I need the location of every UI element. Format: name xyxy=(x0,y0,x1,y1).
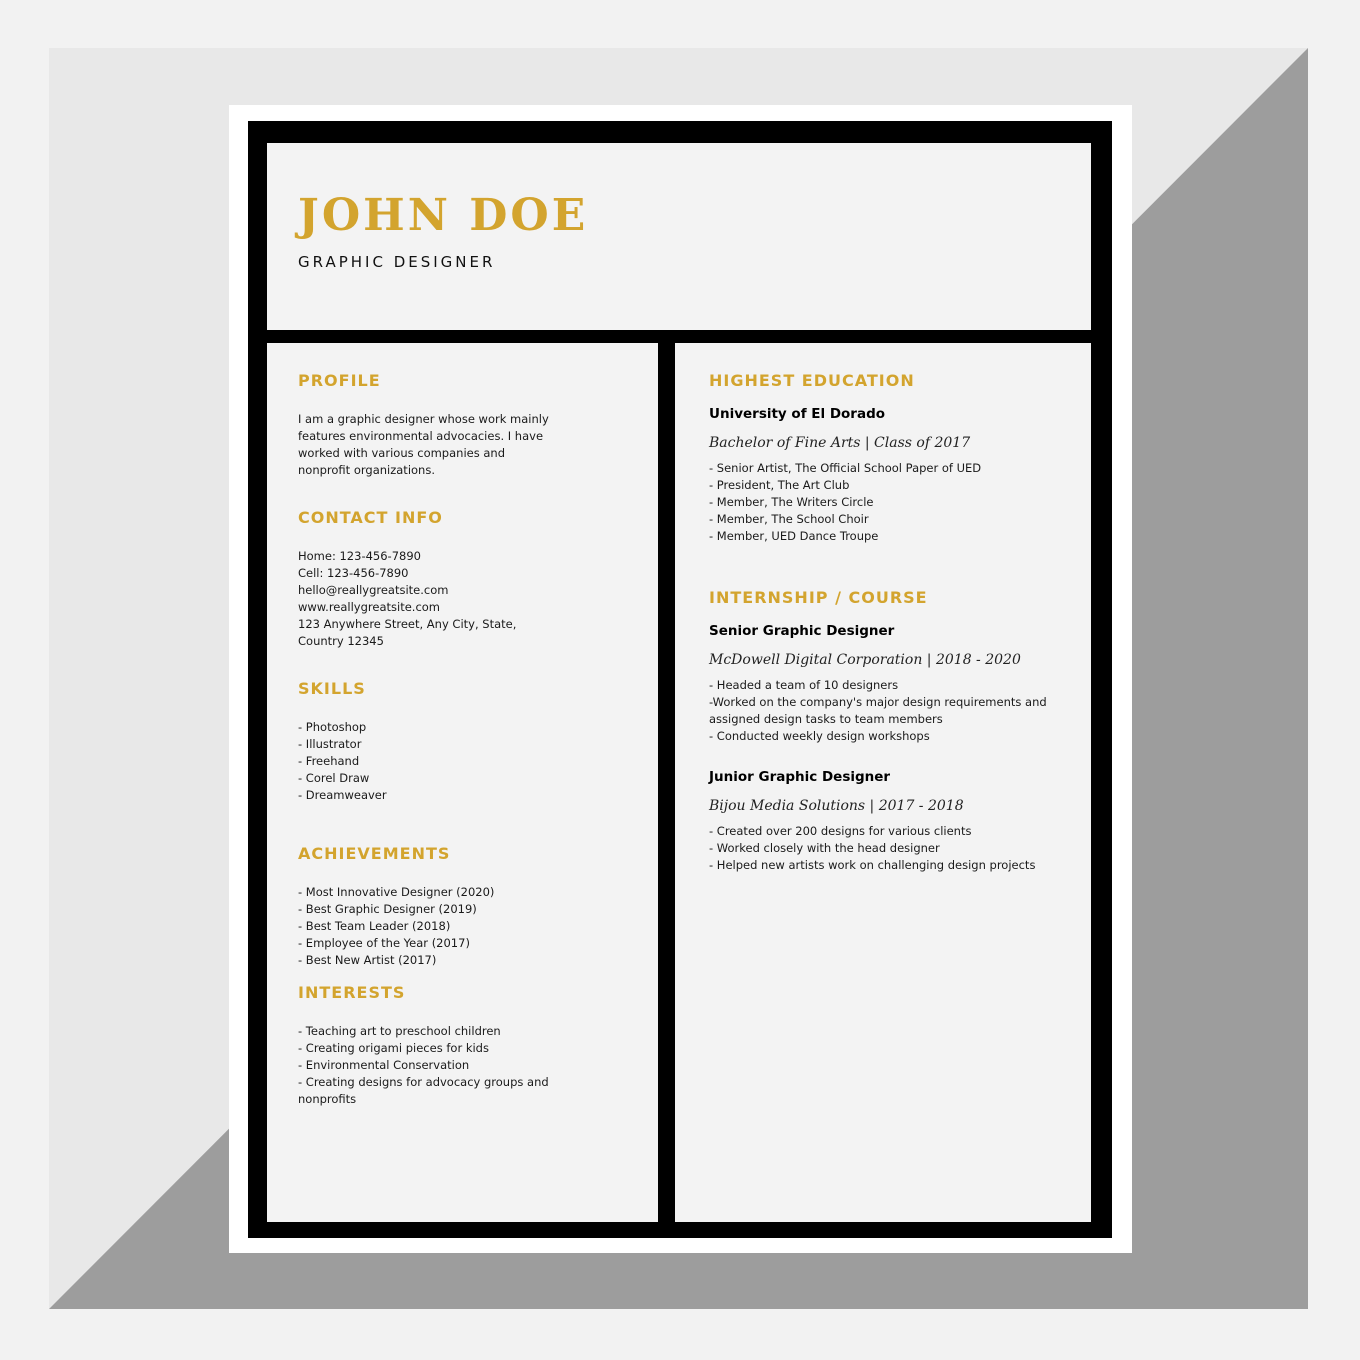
list-item: - Member, The School Choir xyxy=(709,512,869,526)
achievements-list xyxy=(298,884,494,969)
education-list xyxy=(709,460,981,545)
list-item: - Photoshop xyxy=(298,720,367,734)
list-item: - Best Graphic Designer (2019) xyxy=(298,902,477,916)
list-item: - Teaching art to preschool children xyxy=(298,1024,501,1038)
contact-cell: Cell: 123-456-7890 xyxy=(298,566,409,580)
list-item: - Freehand xyxy=(298,754,360,768)
education-school: University of El Dorado xyxy=(709,406,886,422)
list-item: - President, The Art Club xyxy=(709,478,850,492)
list-item: - Created over 200 designs for various clients xyxy=(709,824,972,838)
job-title: Senior Graphic Designer xyxy=(709,623,895,639)
achievements-heading: ACHIEVEMENTS xyxy=(298,844,451,863)
candidate-name: JOHN DOE xyxy=(298,190,589,241)
list-item: - Dreamweaver xyxy=(298,788,387,802)
contact-email: hello@reallygreatsite.com xyxy=(298,583,449,597)
list-item: - Best Team Leader (2018) xyxy=(298,919,451,933)
internship-heading: INTERNSHIP / COURSE xyxy=(709,588,928,607)
skills-heading: SKILLS xyxy=(298,679,366,698)
skills-list xyxy=(298,719,387,804)
education-degree: Bachelor of Fine Arts | Class of 2017 xyxy=(709,435,971,451)
profile-heading: PROFILE xyxy=(298,371,381,390)
contact-address: 123 Anywhere Street, Any City, State, Country 12345 xyxy=(298,617,517,648)
list-item: - Creating origami pieces for kids xyxy=(298,1041,489,1055)
interests-list xyxy=(298,1023,556,1108)
job-company: McDowell Digital Corporation | 2018 - 2020 xyxy=(709,652,1021,668)
contact-website: www.reallygreatsite.com xyxy=(298,600,441,614)
list-item: - Best New Artist (2017) xyxy=(298,953,437,967)
candidate-role: GRAPHIC DESIGNER xyxy=(298,253,496,271)
job-duties-list xyxy=(709,823,1035,874)
list-item: - Helped new artists work on challenging design projects xyxy=(709,858,1036,872)
contact-list xyxy=(298,548,538,650)
list-item: - Member, The Writers Circle xyxy=(709,495,874,509)
contact-home: Home: 123-456-7890 xyxy=(298,549,421,563)
list-item: - Member, UED Dance Troupe xyxy=(709,529,879,543)
profile-text: I am a graphic designer whose work mainly features environmental advocacies. I have worked with various companies and nonprofit organizations. xyxy=(298,412,549,477)
list-item: - Employee of the Year (2017) xyxy=(298,936,470,950)
job-title: Junior Graphic Designer xyxy=(709,769,891,785)
list-item: - Most Innovative Designer (2020) xyxy=(298,885,495,899)
job-duties-list xyxy=(709,677,1071,745)
list-item: - Corel Draw xyxy=(298,771,370,785)
education-heading: HIGHEST EDUCATION xyxy=(709,371,915,390)
list-item: - Worked closely with the head designer xyxy=(709,841,940,855)
list-item: - Headed a team of 10 designers xyxy=(709,678,899,692)
contact-heading: CONTACT INFO xyxy=(298,508,443,527)
list-item: - Conducted weekly design workshops xyxy=(709,729,930,743)
list-item: - Senior Artist, The Official School Paper of UED xyxy=(709,461,982,475)
list-item: - Environmental Conservation xyxy=(298,1058,470,1072)
list-item: - Illustrator xyxy=(298,737,362,751)
job-company: Bijou Media Solutions | 2017 - 2018 xyxy=(709,798,964,814)
list-item: - Creating designs for advocacy groups and nonprofits xyxy=(298,1075,549,1106)
interests-heading: INTERESTS xyxy=(298,983,406,1002)
list-item: -Worked on the company's major design requirements and assigned design tasks to team members xyxy=(709,695,1047,726)
